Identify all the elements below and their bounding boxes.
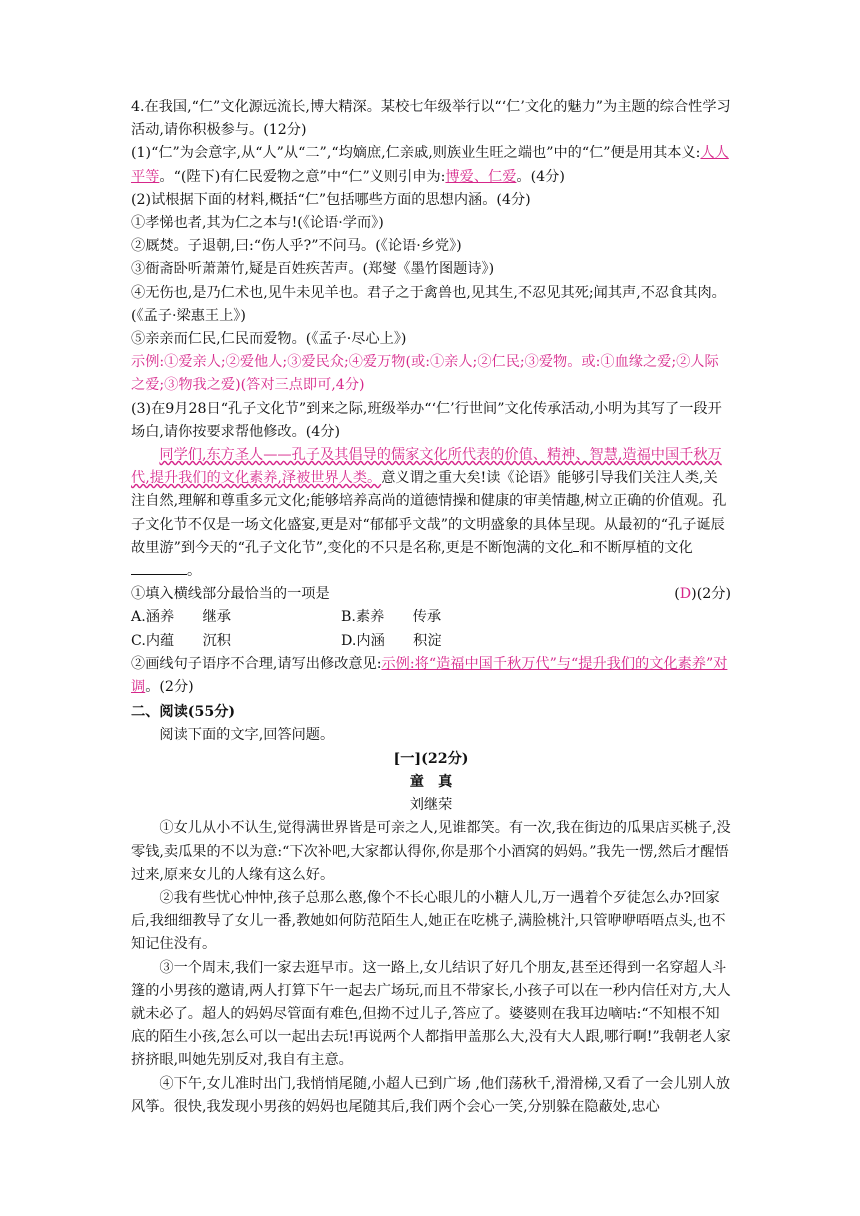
sub-question-2-answer: 示例:将“造福中国千秋万代”与“提升我们的文化素养”对调 xyxy=(131,655,728,696)
article-author: 刘继荣 xyxy=(409,797,453,814)
q4-part1 xyxy=(131,142,731,188)
sub-question-1 xyxy=(131,583,731,606)
exam-page xyxy=(131,96,731,1119)
q4-part2-answer: 示例:①爱亲人;②爱他人;③爱民众;④爱万物(或:①亲人;②仁民;③爱物。或:①血缘之爱;②人际之爱;③物我之爱)(答对三点即可,4分) xyxy=(131,354,719,394)
speech-text-mid: 和不断厚植的文化 xyxy=(579,539,693,556)
answer-paren-open: ( xyxy=(674,586,680,603)
q4-part1-score: 。(4分) xyxy=(516,168,565,185)
q4-part2: (2)试根据下面的材料,概括“仁”包括哪些方面的思想内涵。(4分) xyxy=(131,191,531,208)
material-1: ①孝悌也者,其为仁之本与!(《论语·学而》) xyxy=(131,215,384,232)
option-a: A.涵养 继承 xyxy=(131,609,231,626)
q4-intro: 4.在我国,“仁”文化源远流长,博大精深。某校七年级举行以“‘仁’文化的魅力”为主题的综合性学习活动,请你积极参与。(12分) xyxy=(131,99,731,139)
q4-part1-text: (1)“仁”为会意字,从“人”从“二”,“均嫡庶,仁亲戚,则族业生旺之端也”中的“仁”便是用其本义: xyxy=(131,145,701,162)
sub-question-1-answer xyxy=(674,583,731,606)
sub-question-2 xyxy=(131,653,731,699)
material-5: ⑤亲亲而仁民,仁民而爱物。(《孟子·尽心上》) xyxy=(131,331,407,348)
q4-part3: (3)在9月28日“孔子文化节”到来之际,班级举办“‘仁’行世间”文化传承活动,小明为其写了一段开场白,请你按要求帮他修改。(4分) xyxy=(131,400,722,440)
paragraph-1: ①女儿从小不认生,觉得满世界皆是可亲之人,见谁都笑。有一次,我在街边的瓜果店买桃子,没零钱,卖瓜果的不以为意:“下次补吧,大家都认得你,你是那个小酒窝的妈妈。”我先一愣,然后才醒悟过来,原来女儿的人缘有这么好。 xyxy=(131,820,731,883)
option-d: D.内涵 积淀 xyxy=(341,632,442,649)
article-title: 童 真 xyxy=(409,773,453,790)
material-3: ③衙斋卧听萧萧竹,疑是百姓疾苦声。(郑燮《墨竹图题诗》) xyxy=(131,261,495,278)
paragraph-2: ②我有些忧心忡忡,孩子总那么憨,像个不长心眼儿的小糖人儿,万一遇着个歹徒怎么办?回家后,我细细教导了女儿一番,教她如何防范陌生人,她正在吃桃子,满脸桃汁,只管咿咿唔唔点头,也不知记住没有。 xyxy=(131,889,726,953)
paragraph-4: ④下午,女儿准时出门,我悄悄尾随,小超人已到广场 ,他们荡秋千,滑滑梯,又看了一会儿别人放风筝。很快,我发现小男孩的妈妈也尾随其后,我们两个会心一笑,分别躲在隐蔽处,忠心 xyxy=(131,1075,731,1115)
section-heading: 二、阅读(55分) xyxy=(131,704,236,721)
answer-paren-close: )(2分) xyxy=(691,586,731,603)
reading-instruction: 阅读下面的文字,回答问题。 xyxy=(159,727,335,744)
q4-part1-text-b: 。“(陛下)有仁民爱物之意”中“仁”义则引申为: xyxy=(159,168,446,185)
opening-speech xyxy=(131,444,731,583)
options xyxy=(131,606,731,652)
material-4: ④无伤也,是乃仁术也,见牛未见羊也。君子之于禽兽也,见其生,不忍见其死;闻其声,不忍食其肉。(《孟子·梁惠王上》) xyxy=(131,284,726,324)
speech-wavy-sentence: 同学们,东方圣人——孔子及其倡导的儒家文化所代表的价值、精神、智慧,造福中国千秋万代,提升我们的文化素养,泽被世界人类。 xyxy=(131,447,722,487)
answer-fill-2: 博爱、仁爱 xyxy=(445,168,517,185)
material-2: ②厩焚。子退朝,曰:“伤人乎?”不问马。(《论语·乡党》) xyxy=(131,238,462,255)
option-b: B.素养 传承 xyxy=(341,609,442,626)
sub-question-1-text: ①填入横线部分最恰当的一项是 xyxy=(131,586,330,603)
speech-end: 。 xyxy=(187,563,202,580)
speech-text: 意义谓之重大矣!读《论语》能够引导我们关注人类,关注自然,理解和尊重多元文化;能够培养高尚的道德情操和健康的审美情趣,树立正确的价值观。孔子文化节不仅是一场文化盛宴,更是对“郁郁乎文哉”的文明盛象的具体呈现。从最初的“孔子诞辰故里游”到今天的“孔子文化节”,变化的不只是名称,更是不断饱满的文化 xyxy=(131,470,727,556)
option-c: C.内蕴 沉积 xyxy=(131,632,231,649)
reading-part: [一](22分) xyxy=(393,750,469,767)
sub-question-2-text: ②画线句子语序不合理,请写出修改意见: xyxy=(131,655,382,672)
sub-question-2-score: 。(2分) xyxy=(145,679,194,696)
blank-2 xyxy=(131,574,187,575)
answer-fill-1: 人人平等 xyxy=(131,145,729,185)
paragraph-3: ③一个周末,我们一家去逛早市。这一路上,女儿结识了好几个朋友,甚至还得到一名穿超人斗篷的小男孩的邀请,两人打算下午一起去广场玩,而且不带家长,小孩子可以在一秒内信任对方,大人就未必了。超人的妈妈尽管面有难色,但拗不过儿子,答应了。婆婆则在我耳边嘀咕:“不知根不知底的陌生小孩,怎么可以一起出去玩!再说两个人都指甲盖那么大,没有大人跟,哪行啊!”我朝老人家挤挤眼,叫她先别反对,我自有主意。 xyxy=(131,959,731,1069)
answer-choice: D xyxy=(679,586,692,603)
